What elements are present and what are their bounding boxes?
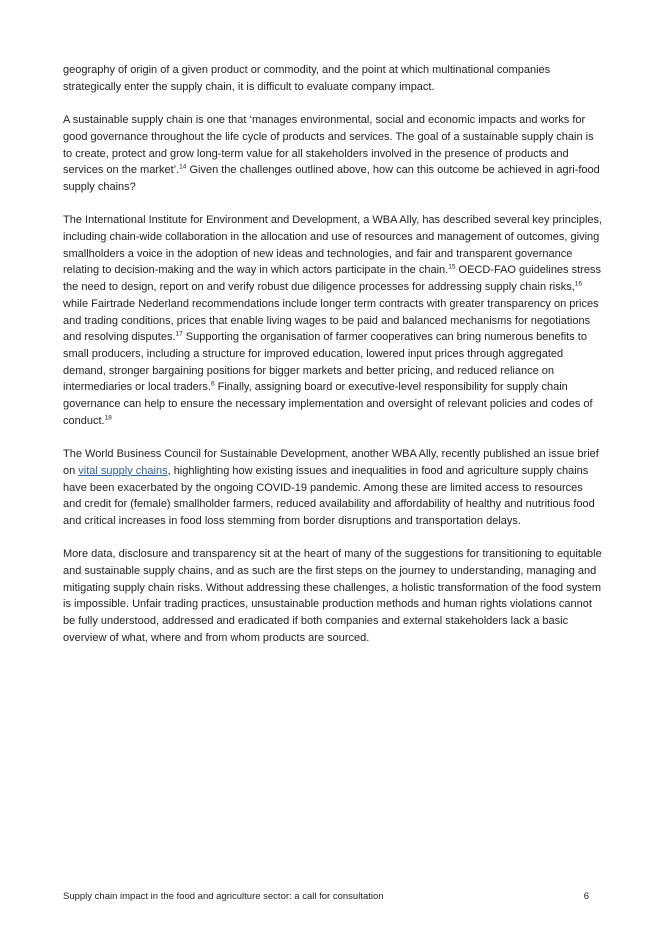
page-footer: [63, 891, 589, 902]
paragraph-3-text-e: Finally, assigning board or executive-level responsibility for supply chain governance can help to ensure the necessary implementation and oversight of relevant policies and codes of conduct.: [63, 381, 593, 427]
paragraph-2-text-a: A sustainable supply chain is one that ‘manages environmental, social and economic impacts and works for good governance throughout the life cycle of products and services. The goal of a sustainable supply chain is to create, protect and grow long-term value for all stakeholders involved in the presence of products and services on the market’.: [63, 114, 594, 177]
footnote-ref: 15: [448, 263, 456, 271]
footnote-ref: 17: [175, 330, 183, 338]
footnote-ref: 16: [574, 280, 583, 288]
paragraph-1: geography of origin of a given product or commodity, and the point at which multinational companies strategically enter the supply chain, it is difficult to evaluate company impact.: [63, 64, 551, 93]
paragraph-4-text-a: The World Business Council for Sustainable Development, another WBA Ally, recently published an issue brief on: [63, 448, 599, 477]
paragraph-4-text-b: , highlighting how existing issues and inequalities in food and agriculture supply chains have been exacerbated by the ongoing COVID-19 pandemic. Among these are limited access to resources and credit for (female) smallholder farmers, reduced availability and affordability of healthy and nutritious food and critical increases in food loss stemming from border disruptions and transportation delays.: [63, 464, 595, 527]
footnote-ref: 18: [104, 414, 112, 422]
footnote-ref: 14: [179, 163, 187, 171]
paragraph-2-text-b: Given the challenges outlined above, how can this outcome be achieved in agri-food supply chains?: [63, 164, 600, 193]
paragraph-3-text-d: Supporting the organisation of farmer cooperatives can bring numerous benefits to small producers, including a structure for improved education, lowered input prices through aggregated demand, stronger bargaining positions for bigger markets and better pricing, and reduced reliance on intermediaries or local traders.: [63, 331, 587, 394]
paragraph-5: More data, disclosure and transparency sit at the heart of many of the suggestions for transitioning to equitable and sustainable supply chains, and as such are the first steps on the journey to understanding, managing and mitigating supply chain risks. Without addressing these challenges, a holistic transformation of the food system is impossible. Unfair trading practices, unsustainable production methods and human rights violations cannot be fully understood, addressed and eradicated if both companies and external stakeholders lack a basic overview of what, where and from whom products are sourced.: [63, 548, 602, 644]
paragraph-3: [63, 212, 603, 429]
footer-title: Supply chain impact in the food and agriculture sector: a call for consultation: [63, 891, 384, 902]
paragraph-3-text-b: OECD-FAO guidelines stress the need to design, report on and verify robust due diligence processes for addressing supply chain risks,: [63, 264, 601, 294]
page-number: 6: [583, 891, 589, 902]
paragraph-3-text-a: The International Institute for Environment and Development, a WBA Ally, has described several key principles, including chain-wide collaboration in the allocation and use of resources and management of outcomes, giving smallholders a voice in the adoption of new ideas and technologies, and fair and transparent governance relating to decision-making and the way in which actors participate in the chain.: [63, 214, 603, 277]
paragraph-2: [63, 112, 603, 196]
paragraph-4: [63, 446, 603, 530]
paragraph-3-text-c: while Fairtrade Nederland recommendations include longer term contracts with greater transparency on prices and trading conditions, prices that enable living wages to be paid and balanced mechanisms for negotiations and resolving disputes.: [63, 297, 599, 344]
vital-supply-chains-link[interactable]: vital supply chains: [78, 464, 168, 477]
footnote-ref: 6: [210, 380, 215, 388]
document-body: [63, 62, 603, 663]
